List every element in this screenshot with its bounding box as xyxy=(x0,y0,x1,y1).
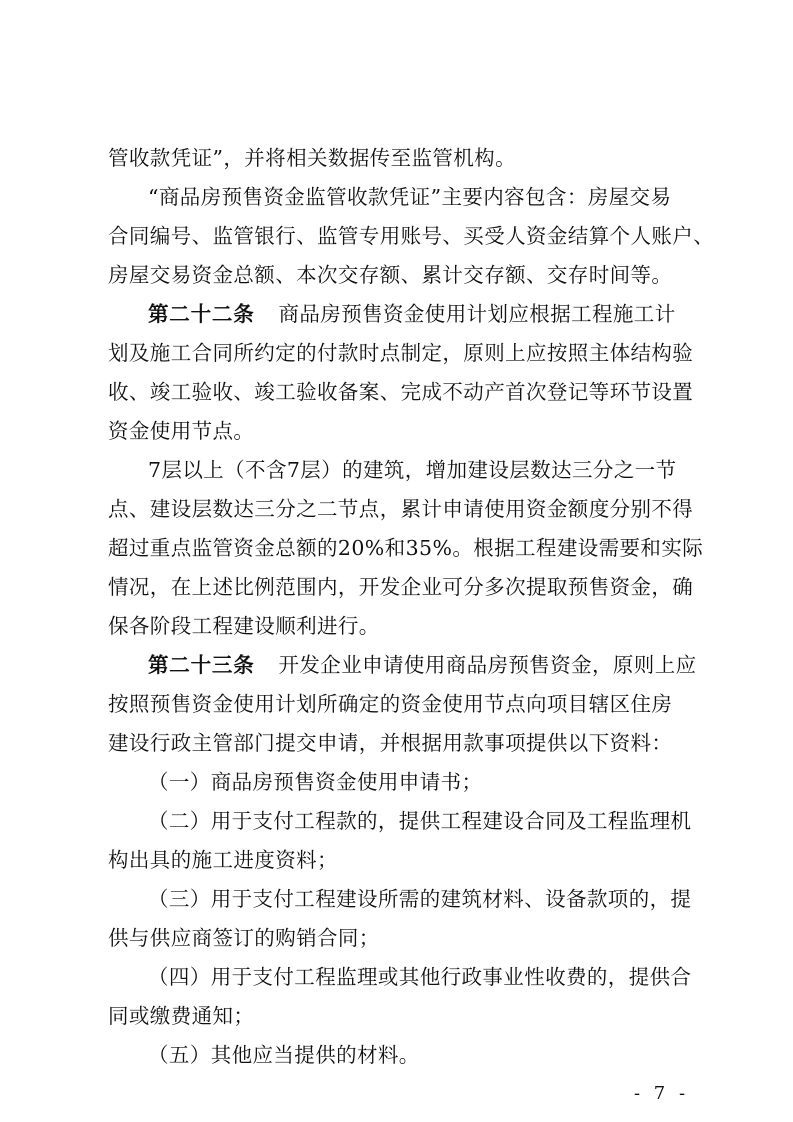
paragraph-text: 商品房预售资金使用计划应根据工程施工计 xyxy=(278,302,676,326)
paragraph-line: “商品房预售资金监管收款凭证”主要内容包含：房屋交易 xyxy=(148,185,672,209)
paragraph-text: 开发企业申请使用商品房预售资金，原则上应 xyxy=(278,653,697,677)
paragraph-line: 合同编号、监管银行、监管专用账号、买受人资金结算个人账户、 xyxy=(108,224,715,248)
paragraph-line: 构出具的施工进度资料； xyxy=(108,848,338,872)
list-item: （一）商品房预售资金使用申请书； xyxy=(148,770,483,794)
article-22-heading: 第二十二条 xyxy=(148,302,255,326)
list-item: （二）用于支付工程款的，提供工程建设合同及工程监理机 xyxy=(148,809,692,833)
paragraph-line: 资金使用节点。 xyxy=(108,419,255,443)
paragraph-line: 收、竣工验收、竣工验收备案、完成不动产首次登记等环节设置 xyxy=(108,380,694,404)
paragraph-line: 供与供应商签订的购销合同； xyxy=(108,926,380,950)
paragraph-line: 超过重点监管资金总额的20%和35%。根据工程建设需要和实际 xyxy=(108,536,704,560)
article-22-first-line xyxy=(148,299,690,329)
paragraph-line: 情况，在上述比例范围内，开发企业可分多次提取预售资金，确 xyxy=(108,575,694,599)
list-item: （五）其他应当提供的材料。 xyxy=(148,1043,420,1067)
list-item: （四）用于支付工程监理或其他行政事业性收费的，提供合 xyxy=(148,965,692,989)
page-number: - 7 - xyxy=(634,1083,690,1104)
paragraph-line: 7层以上（不含7层）的建筑，增加建设层数达三分之一节 xyxy=(148,458,677,482)
paragraph-line: 保各阶段工程建设顺利进行。 xyxy=(108,614,380,638)
paragraph-line: 建设行政主管部门提交申请，并根据用款事项提供以下资料： xyxy=(108,731,673,755)
article-23-heading: 第二十三条 xyxy=(148,653,255,677)
paragraph-line: 点、建设层数达三分之二节点，累计申请使用资金额度分别不得 xyxy=(108,497,694,521)
paragraph-line: 房屋交易资金总额、本次交存额、累计交存额、交存时间等。 xyxy=(108,263,673,287)
article-23-first-line xyxy=(148,650,697,680)
paragraph-line: 同或缴费通知； xyxy=(108,1004,255,1028)
list-item: （三）用于支付工程建设所需的建筑材料、设备款项的，提 xyxy=(148,887,692,911)
paragraph-line: 划及施工合同所约定的付款时点制定，原则上应按照主体结构验 xyxy=(108,341,694,365)
paragraph-line: 按照预售资金使用计划所确定的资金使用节点向项目辖区住房 xyxy=(108,692,673,716)
paragraph-line: 管收款凭证”，并将相关数据传至监管机构。 xyxy=(108,146,516,170)
